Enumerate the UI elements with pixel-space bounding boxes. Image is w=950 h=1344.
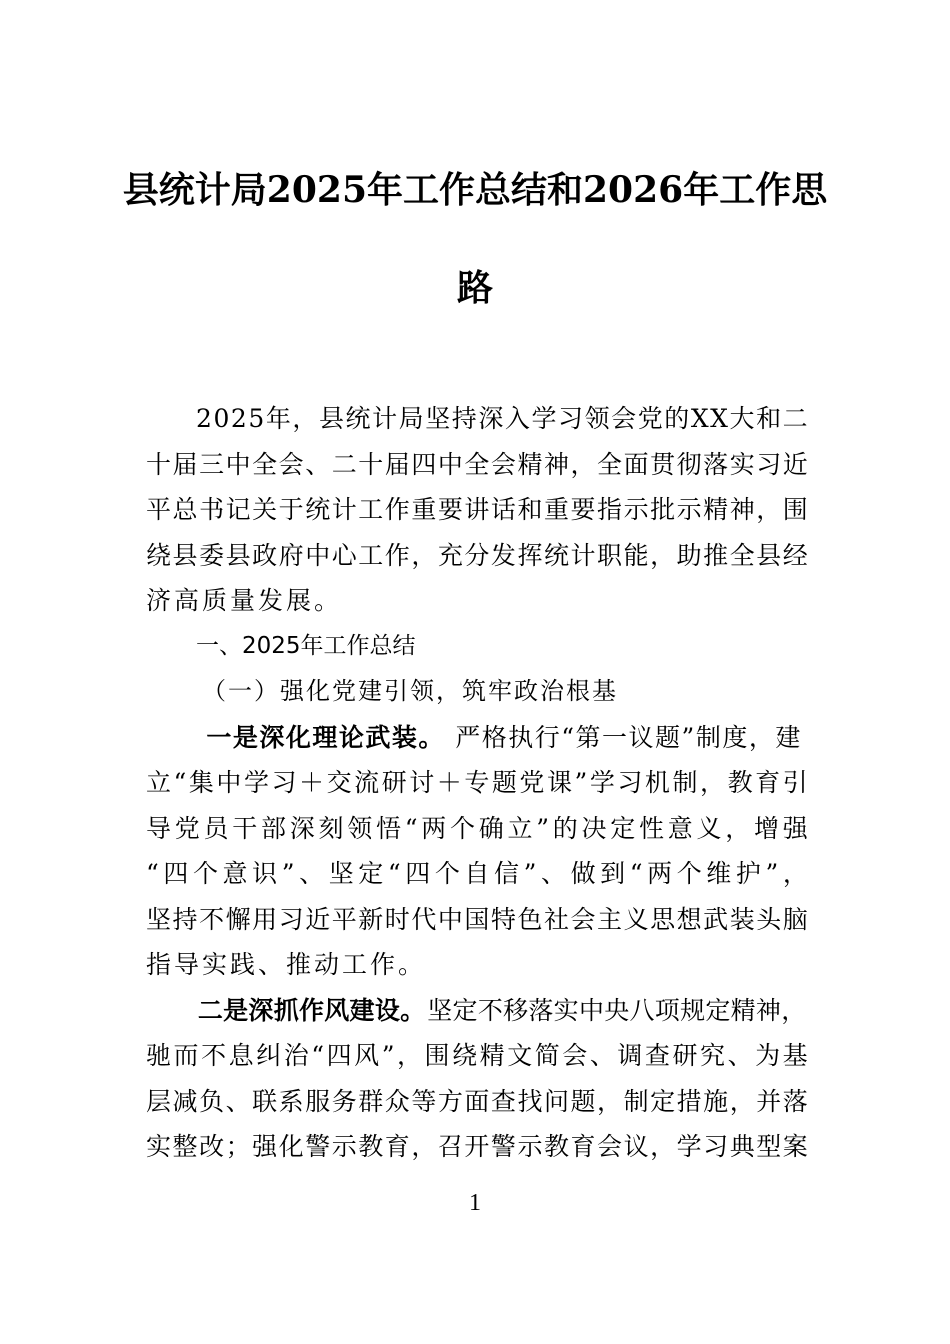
item2-line-3: 层 减 负 、 联 系 服 务 群 众 等 方 面 查 找 问 题 ， 制 定 措 施 ， 并 落	[146, 1086, 808, 1116]
page-number: 1	[469, 1190, 481, 1216]
item2-line-2: 驰 而 不 息 纠 治 “ 四 风 ” ， 围 绕 精 文 简 会 、 调 查 研 究 、 为 基	[146, 1041, 808, 1070]
item2-line-4: 实 整 改 ； 强 化 警 示 教 育 ， 召 开 警 示 教 育 会 议 ， 学 习 典 型 案	[146, 1132, 808, 1161]
item1-line-2: 立 “ 集 中 学 习 ＋ 交 流 研 讨 ＋ 专 题 党 课 ” 学 习 机 制 ， 教 育 引	[146, 768, 808, 797]
document-title-line-2: 路	[456, 267, 493, 309]
item1-line-6: 指导实践、推动工作。	[146, 950, 427, 979]
item1-line-4: “ 四 个 意 识 ” 、 坚 定 “ 四 个 自 信 ” 、 做 到 “ 两 个 维 护 ” ，	[146, 859, 808, 888]
document-title-line-1: 县统计局2025年工作总结和2026年工作思	[122, 169, 828, 211]
item2-line-1: 二 是 深 抓 作 风 建 设 。 坚 定 不 移 落 实 中 央 八 项 规 定 精 神 ，	[197, 995, 807, 1025]
item1-line-1: 一 是 深 化 理 论 武 装 。 严 格 执 行 “ 第 一 议 题 ” 制 度 ， 建	[206, 722, 801, 752]
intro-line-3: 平 总 书 记 关 于 统 计 工 作 重 要 讲 话 和 重 要 指 示 批 示 精 神 ， 围	[146, 495, 808, 524]
document-body	[146, 396, 808, 1170]
intro-line-5: 济高质量发展。	[146, 586, 343, 615]
subsection-heading-1: （一）强化党建引领，筑牢政治根基	[202, 677, 618, 705]
intro-line-2: 十 届 三 中 全 会 、 二 十 届 四 中 全 会 精 神 ， 全 面 贯 彻 落 实 习 近	[146, 449, 808, 479]
intro-line-4: 绕 县 委 县 政 府 中 心 工 作 ， 充 分 发 挥 统 计 职 能 ， 助 推 全 县 经	[146, 540, 808, 570]
section-heading-1: 一、2025年工作总结	[196, 632, 416, 659]
intro-line-1: 2 0 2 5 年 ， 县 统 计 局 坚 持 深 入 学 习 领 会 党 的 X X 大 和 二	[196, 404, 808, 433]
item1-line-3: 导 党 员 干 部 深 刻 领 悟 “ 两 个 确 立 ” 的 决 定 性 意 义 ， 增 强	[146, 813, 808, 843]
item1-line-5: 坚 持 不 懈 用 习 近 平 新 时 代 中 国 特 色 社 会 主 义 思 想 武 装 头 脑	[146, 904, 808, 934]
